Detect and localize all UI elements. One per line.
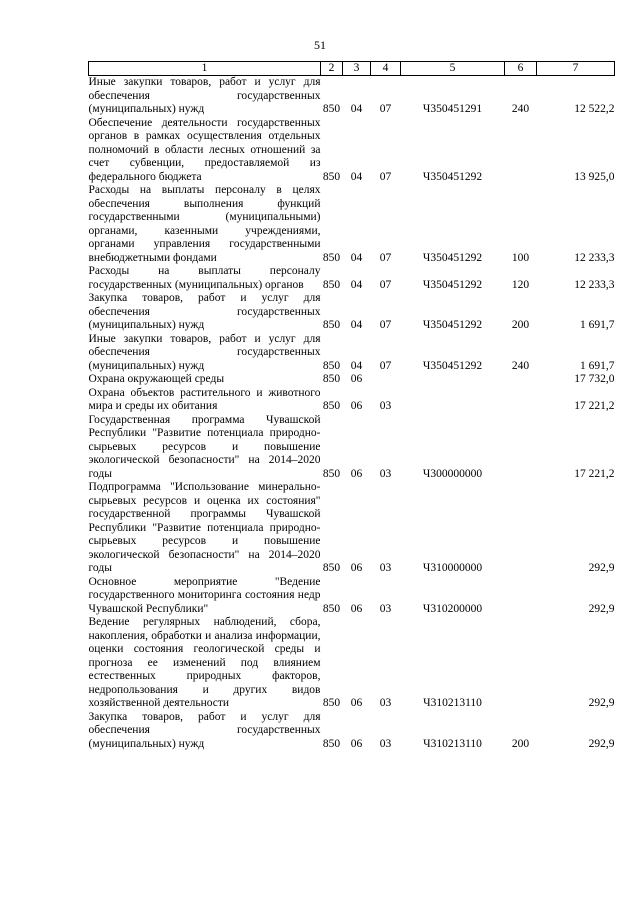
row-description: Основное мероприятие "Ведение государственного мониторинга состояния недр Чувашской Республики"	[88, 575, 321, 615]
section-code: 04	[350, 103, 363, 115]
budget-table	[88, 61, 615, 751]
expense-type-code	[505, 616, 537, 711]
column-header: 2	[321, 62, 343, 76]
ministry-code: 850	[322, 697, 341, 709]
table-header-row	[89, 62, 615, 76]
section-code: 04	[350, 278, 363, 291]
subsection-code: 03	[379, 737, 392, 750]
amount: 292,9	[588, 697, 615, 709]
ministry-code: 850	[322, 373, 341, 385]
expense-type-code	[505, 373, 537, 387]
expense-type-code	[505, 117, 537, 185]
amount: 1 691,7	[580, 359, 615, 372]
amount: 17 221,2	[574, 400, 615, 412]
section-code: 06	[350, 737, 363, 750]
amount: 292,9	[588, 562, 615, 574]
expense-type-code: 240	[511, 103, 530, 115]
row-description: Ведение регулярных наблюдений, сбора, накопления, обработки и анализа информации, оценки состояния геологической среды и прогноза ее изменений под влиянием естественных природных факторов, недропользования и других видов хозяйственной деятельности	[88, 616, 321, 709]
section-code: 06	[350, 562, 363, 574]
ministry-code: 850	[322, 251, 341, 264]
expense-type-code: 240	[511, 359, 530, 372]
table-row	[89, 333, 615, 374]
target-article-code: Ч350451292	[422, 319, 483, 331]
target-article-code: Ч350451292	[422, 278, 483, 291]
page-number: 51	[314, 38, 326, 52]
expense-type-code	[505, 481, 537, 576]
column-header: 3	[343, 62, 371, 76]
table-row	[89, 387, 615, 414]
table-row	[89, 481, 615, 576]
target-article-code: Ч310213110	[423, 697, 482, 709]
ministry-code: 850	[322, 467, 341, 480]
section-code: 06	[350, 697, 363, 709]
table-row	[89, 414, 615, 482]
section-code: 06	[350, 400, 363, 412]
row-description: Охрана объектов растительного и животного мира и среды их обитания	[88, 386, 321, 412]
section-code: 06	[350, 602, 363, 615]
subsection-code: 07	[379, 319, 392, 331]
amount: 13 925,0	[574, 170, 615, 183]
section-code: 04	[350, 251, 363, 264]
ministry-code: 850	[322, 103, 341, 115]
ministry-code: 850	[322, 359, 341, 372]
target-article-code: Ч350451292	[422, 359, 483, 372]
column-header: 5	[401, 62, 505, 76]
ministry-code: 850	[322, 319, 341, 331]
table-row	[89, 265, 615, 292]
table-row	[89, 292, 615, 333]
subsection-code: 07	[379, 251, 392, 264]
expense-type-code	[505, 576, 537, 617]
table-row	[89, 576, 615, 617]
column-header: 4	[371, 62, 401, 76]
section-code: 04	[350, 319, 363, 331]
section-code: 04	[350, 170, 363, 183]
table-row	[89, 373, 615, 387]
subsection-code: 07	[379, 278, 392, 291]
row-description: Расходы на выплаты персоналу в целях обеспечения выполнения функций государственными (муниципальными) органами, казенными учреждениями, органами управления государственными внебюджетными фондами	[88, 184, 321, 264]
table-row	[89, 711, 615, 752]
ministry-code: 850	[322, 400, 341, 412]
subsection-code: 07	[379, 359, 392, 372]
row-description: Иные закупки товаров, работ и услуг для обеспечения государственных (муниципальных) нужд	[88, 332, 321, 372]
row-description: Подпрограмма "Использование минерально-сырьевых ресурсов и оценка их состояния" государственной программы Чувашской Республики "Развитие потенциала природно-сырьевых ресурсов и повышение экологической безопасности" на 2014–2020 годы	[88, 481, 321, 574]
expense-type-code: 200	[511, 737, 530, 750]
amount: 292,9	[588, 737, 615, 750]
table-row	[89, 117, 615, 185]
target-article-code: Ч300000000	[422, 467, 483, 480]
subsection-code: 07	[379, 170, 392, 183]
target-article-code: Ч350451292	[422, 251, 483, 264]
amount: 1 691,7	[580, 319, 615, 331]
amount: 12 233,3	[574, 278, 615, 291]
row-description: Обеспечение деятельности государственных органов в рамках осуществления отдельных полномочий в области лесных отношений за счет субвенции, предоставляемой из федерального бюджета	[88, 116, 321, 183]
ministry-code: 850	[322, 737, 341, 750]
target-article-code: Ч310200000	[422, 602, 483, 615]
amount: 17 221,2	[574, 467, 615, 480]
section-code: 06	[350, 373, 363, 385]
subsection-code	[371, 373, 401, 387]
expense-type-code	[505, 414, 537, 482]
ministry-code: 850	[322, 602, 341, 615]
ministry-code: 850	[322, 278, 341, 291]
subsection-code: 03	[379, 697, 392, 709]
target-article-code: Ч350451292	[422, 170, 483, 183]
row-description: Закупка товаров, работ и услуг для обеспечения государственных (муниципальных) нужд	[88, 710, 321, 750]
row-description: Расходы на выплаты персоналу государственных (муниципальных) органов	[88, 265, 321, 291]
amount: 17 732,0	[574, 373, 615, 385]
table-row	[89, 616, 615, 711]
expense-type-code	[505, 387, 537, 414]
target-article-code: Ч350451291	[422, 103, 483, 115]
expense-type-code: 100	[511, 251, 530, 264]
table-row	[89, 76, 615, 117]
ministry-code: 850	[322, 170, 341, 183]
row-description: Закупка товаров, работ и услуг для обеспечения государственных (муниципальных) нужд	[88, 292, 321, 331]
subsection-code: 03	[379, 467, 392, 480]
row-description: Охрана окружающей среды	[88, 373, 225, 385]
subsection-code: 03	[379, 602, 392, 615]
amount: 12 233,3	[574, 251, 615, 264]
expense-type-code: 120	[511, 278, 530, 291]
amount: 292,9	[588, 602, 615, 615]
expense-type-code: 200	[511, 319, 530, 331]
subsection-code: 07	[379, 103, 392, 115]
target-article-code	[401, 387, 505, 414]
column-header: 6	[505, 62, 537, 76]
subsection-code: 03	[379, 562, 392, 574]
amount: 12 522,2	[574, 103, 615, 115]
section-code: 06	[350, 467, 363, 480]
column-header: 7	[537, 62, 615, 76]
row-description: Иные закупки товаров, работ и услуг для обеспечения государственных (муниципальных) нужд	[88, 76, 321, 115]
target-article-code: Ч310213110	[423, 737, 482, 750]
table-row	[89, 184, 615, 265]
ministry-code: 850	[322, 562, 341, 574]
target-article-code	[401, 373, 505, 387]
column-header: 1	[89, 62, 321, 76]
target-article-code: Ч310000000	[422, 562, 483, 574]
section-code: 04	[350, 359, 363, 372]
subsection-code: 03	[379, 400, 392, 412]
row-description: Государственная программа Чувашской Республики "Развитие потенциала природно-сырьевых ресурсов и повышение экологической безопасности" на 2014–2020 годы	[88, 413, 321, 480]
